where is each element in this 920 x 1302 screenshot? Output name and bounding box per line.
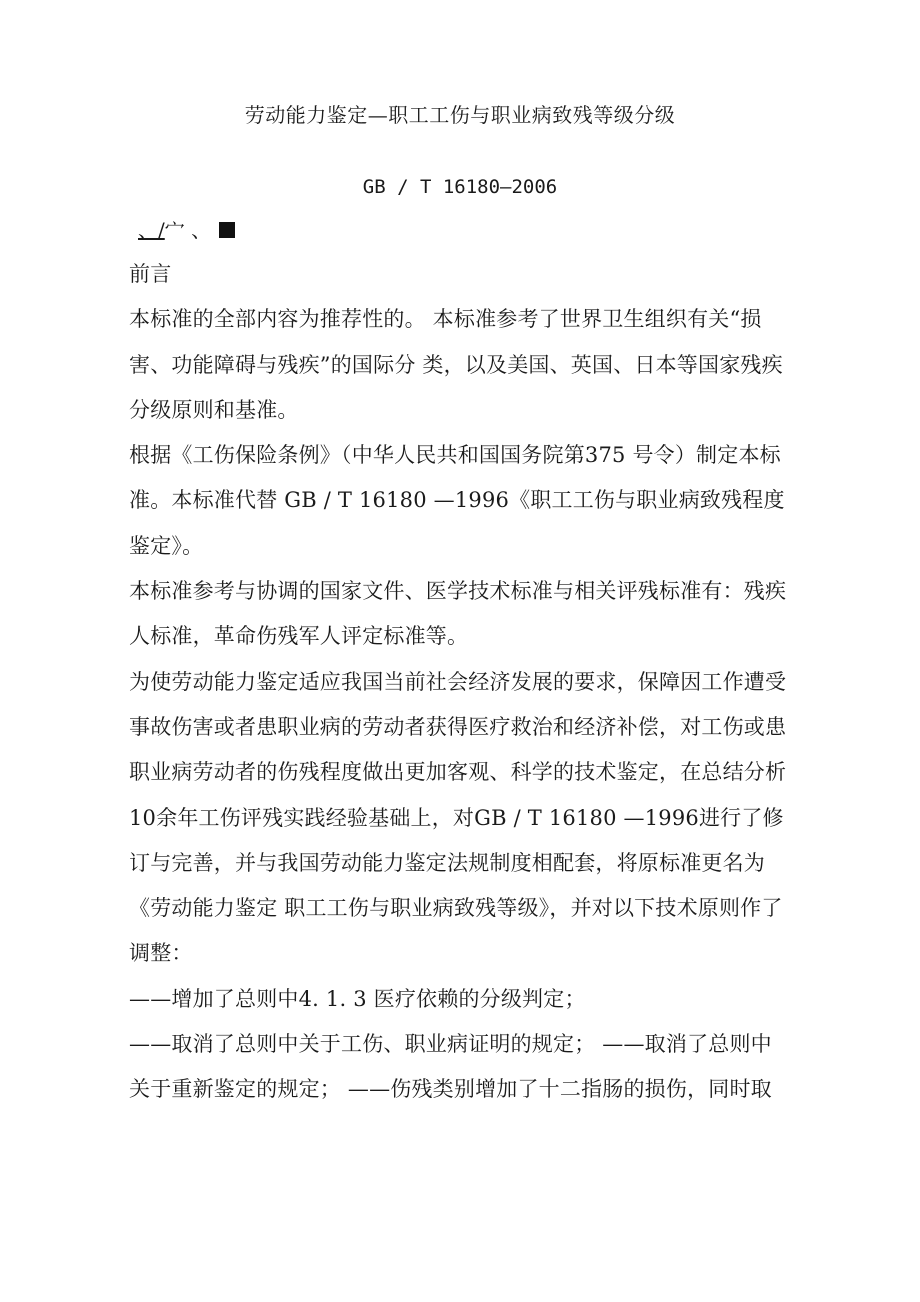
document-body bbox=[129, 252, 793, 1113]
scan-artifact-line bbox=[138, 214, 235, 243]
artifact-text: 宀 、 bbox=[164, 218, 212, 242]
section-heading: 前言 bbox=[129, 262, 172, 286]
artifact-underlined-text: 、/ bbox=[138, 218, 165, 242]
document-title: 劳动能力鉴定—职工工伤与职业病致残等级分级 bbox=[244, 103, 676, 127]
list-item: ——取消了总则中关于工伤、职业病证明的规定； ——取消了总则中关于重新鉴定的规定； ——伤残类别增加了十二指肠的损伤，同时取 bbox=[129, 1032, 772, 1102]
paragraph: 为使劳动能力鉴定适应我国当前社会经济发展的要求，保障因工作遭受事故伤害或者患职业病的劳动者获得医疗救治和经济补偿，对工伤或患职业病劳动者的伤残程度做出更加客观、科学的技术鉴定，在总结分析10余年工伤评残实践经验基础上，对GB / T 16180 —1996进行了修订与完善，并与我国劳动能力鉴定法规制度相配套，将原标准更名为《劳动能力鉴定 职工工伤与职业病致残等级》，并对以下技术原则作了调整： bbox=[129, 669, 787, 966]
list-item: ——增加了总则中4. 1. 3 医疗依赖的分级判定； bbox=[129, 986, 586, 1011]
black-square-icon bbox=[219, 222, 235, 238]
paragraph: 根据《工伤保险条例》（中华人民共和国国务院第375 号令）制定本标准。本标准代替 GB / T 16180 —1996《职工工伤与职业病致残程度鉴定》。 bbox=[129, 443, 785, 558]
paragraph: 本标准的全部内容为推荐性的。 本标准参考了世界卫生组织有关“损害、功能障碍与残疾”的国际分 类，以及美国、英国、日本等国家残疾分级原则和基准。 bbox=[129, 307, 783, 422]
standard-number: GB / T 16180—2006 bbox=[362, 176, 558, 198]
paragraph: 本标准参考与协调的国家文件、医学技术标准与相关评残标准有：残疾人标准，革命伤残军人评定标准等。 bbox=[129, 579, 787, 649]
